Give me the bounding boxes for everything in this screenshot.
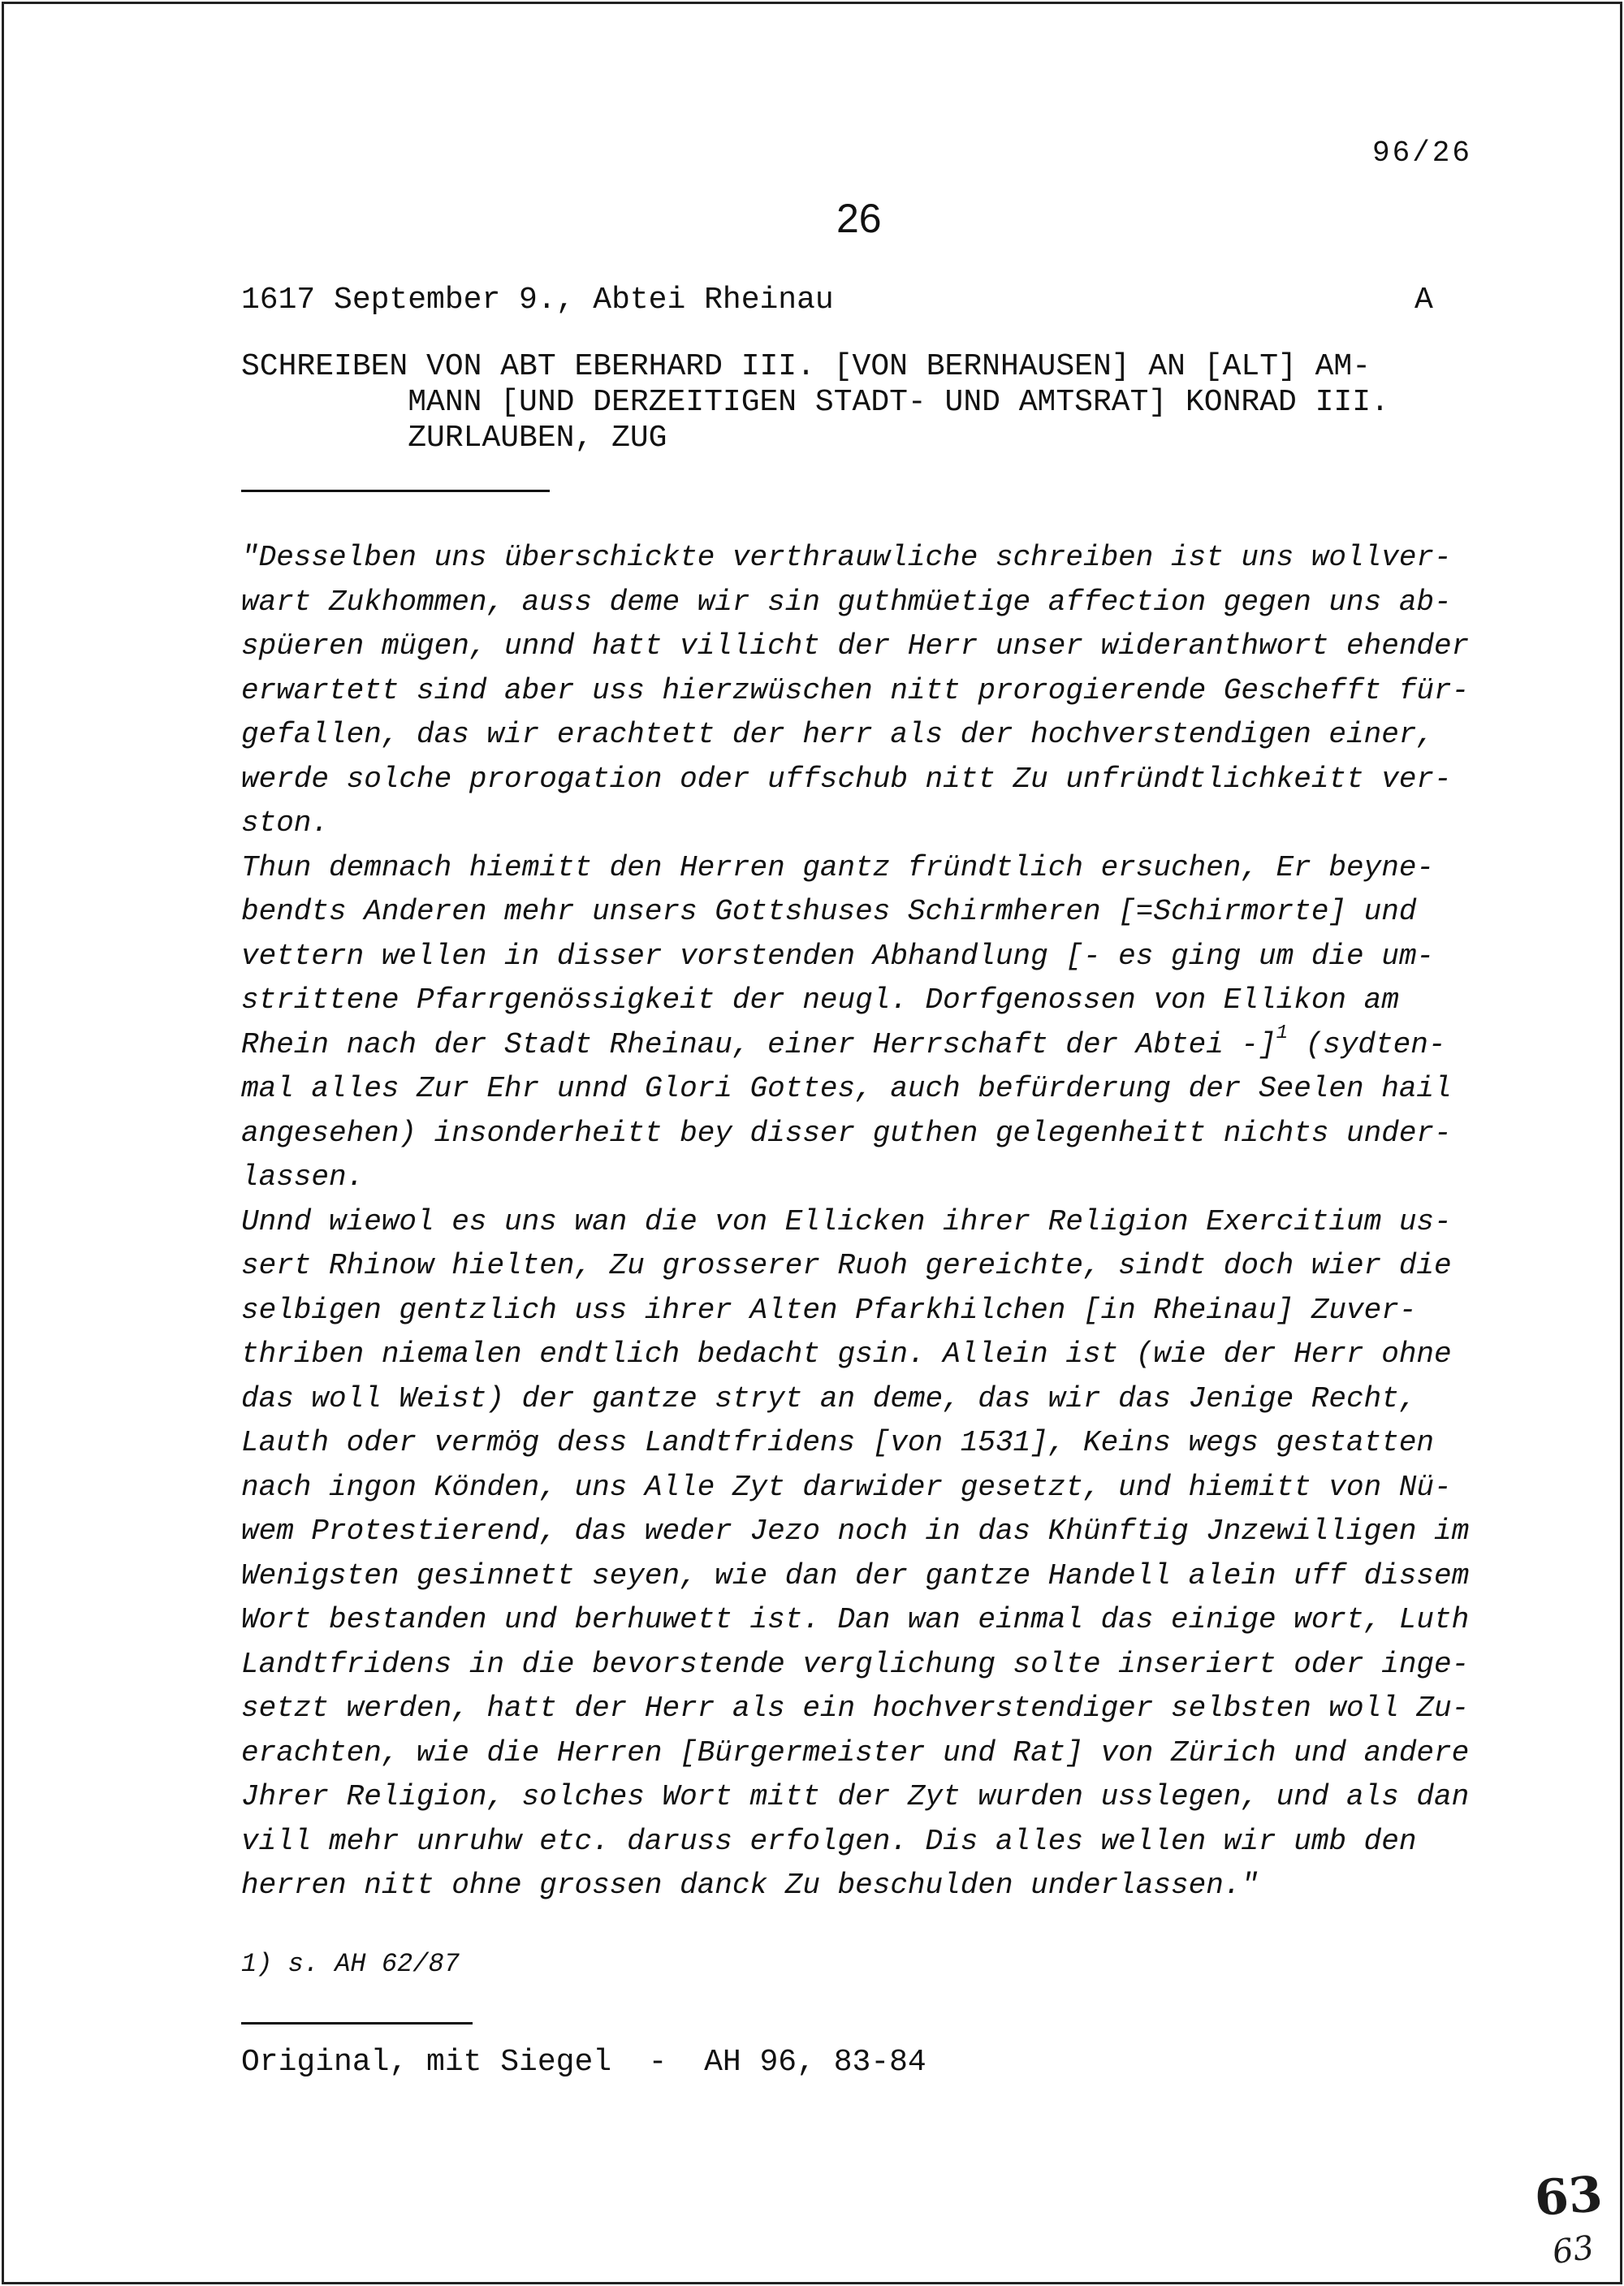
body-line: erachten, wie die Herren [Bürgermeister und Rat] von Zürich und andere [241, 1735, 1470, 1770]
letter-body [241, 536, 1484, 1908]
body-line: Wenigsten gesinnett seyen, wie dan der gantze Handell alein uff dissem [241, 1558, 1470, 1592]
body-line: Thun demnach hiemitt den Herren gantz fründtlich ersuchen, Er beyne- [241, 850, 1435, 884]
body-line: selbigen gentzlich uss ihrer Alten Pfarkhilchen [in Rheinau] Zuver- [241, 1293, 1417, 1327]
body-line: werde solche prorogation oder uffschub nitt Zu unfründtlichkeitt ver- [241, 762, 1452, 796]
body-line: das woll Weist) der gantze stryt an deme, das wir das Jenige Recht, [241, 1381, 1417, 1415]
body-line: thriben niemalen endtlich bedacht gsin. Allein ist (wie der Herr ohne [241, 1337, 1452, 1371]
body-line: sert Rhinow hielten, Zu grosserer Ruoh gereichte, sindt doch wier die [241, 1249, 1452, 1282]
document-heading [241, 349, 1484, 456]
body-line: wem Protestierend, das weder Jezo noch in das Khünftig Jnzewilligen im [241, 1515, 1470, 1548]
body-line: lassen. [241, 1160, 365, 1194]
body-line-text: Rhein nach der Stadt Rheinau, einer Herrschaft der Abtei -] [241, 1027, 1276, 1061]
body-line: herren nitt ohne grossen danck Zu beschulden underlassen." [241, 1869, 1259, 1902]
body-line-with-footnote [241, 1023, 1484, 1068]
body-line: "Desselben uns überschickte verthrauwliche schreiben ist uns wollver- [241, 541, 1452, 574]
heading-line: ZURLAUBEN, ZUG [241, 421, 667, 456]
category-letter: A [1415, 283, 1433, 318]
body-line: Unnd wiewol es uns wan die von Ellicken ihrer Religion Exercitium us- [241, 1204, 1452, 1238]
bottom-divider [241, 2022, 473, 2025]
body-line: Lauth oder vermög dess Landtfridens [von 1531], Keins wegs gestatten [241, 1426, 1435, 1459]
body-line: strittene Pfarrgenössigkeit der neugl. Dorfgenossen von Ellikon am [241, 983, 1399, 1017]
body-line: Wort bestanden und berhuwett ist. Dan wan einmal das einige wort, Luth [241, 1603, 1470, 1636]
footnote-marker: 1 [1276, 1022, 1289, 1044]
body-line: angesehen) insonderheitt bey disser guthen gelegenheitt nichts under- [241, 1116, 1452, 1150]
reference-number: 96/26 [1372, 136, 1473, 170]
date-place: 1617 September 9., Abtei Rheinau [241, 283, 834, 318]
body-line: Jhrer Religion, solches Wort mitt der Zyt wurden usslegen, und als dan [241, 1780, 1470, 1813]
body-line: erwartett sind aber uss hierzwüschen nitt prorogierende Geschefft für- [241, 673, 1470, 707]
heading-line: SCHREIBEN VON ABT EBERHARD III. [VON BERNHAUSEN] AN [ALT] AM- [241, 349, 1371, 384]
body-line-tail: (sydten- [1288, 1027, 1446, 1061]
body-line: vill mehr unruhw etc. daruss erfolgen. Dis alles wellen wir umb den [241, 1824, 1417, 1858]
body-line: setzt werden, hatt der Herr als ein hochverstendiger selbsten woll Zu- [241, 1692, 1470, 1725]
body-line: mal alles Zur Ehr unnd Glori Gottes, auch befürderung der Seelen hail [241, 1072, 1452, 1105]
body-line: nach ingon Könden, uns Alle Zyt darwider gesetzt, und hiemitt von Nü- [241, 1470, 1452, 1504]
body-line: Landtfridens in die bevorstende verglichung solte inseriert oder inge- [241, 1647, 1470, 1681]
handwritten-page-number-pencil: 63 [1550, 2228, 1596, 2272]
body-line: wart Zukhommen, auss deme wir sin guthmüetige affection gegen uns ab- [241, 585, 1452, 619]
body-line: gefallen, das wir erachtett der herr als der hochverstendigen einer, [241, 718, 1435, 751]
top-divider [241, 490, 550, 492]
body-line: ston. [241, 806, 330, 840]
source-note: Original, mit Siegel - AH 96, 83-84 [241, 2045, 926, 2080]
body-line: bendts Anderen mehr unsers Gottshuses Schirmheren [=Schirmorte] und [241, 895, 1417, 928]
heading-line: MANN [UND DERZEITIGEN STADT- UND AMTSRAT] KONRAD III. [241, 385, 1389, 420]
document-number: 26 [836, 196, 882, 241]
body-line: vettern wellen in disser vorstenden Abhandlung [- es ging um die um- [241, 939, 1435, 973]
body-line: spüeren mügen, unnd hatt villicht der Herr unser wideranthwort ehender [241, 629, 1470, 663]
footnote: 1) s. AH 62/87 [241, 1949, 460, 1979]
handwritten-page-number: 63 [1532, 2166, 1605, 2228]
